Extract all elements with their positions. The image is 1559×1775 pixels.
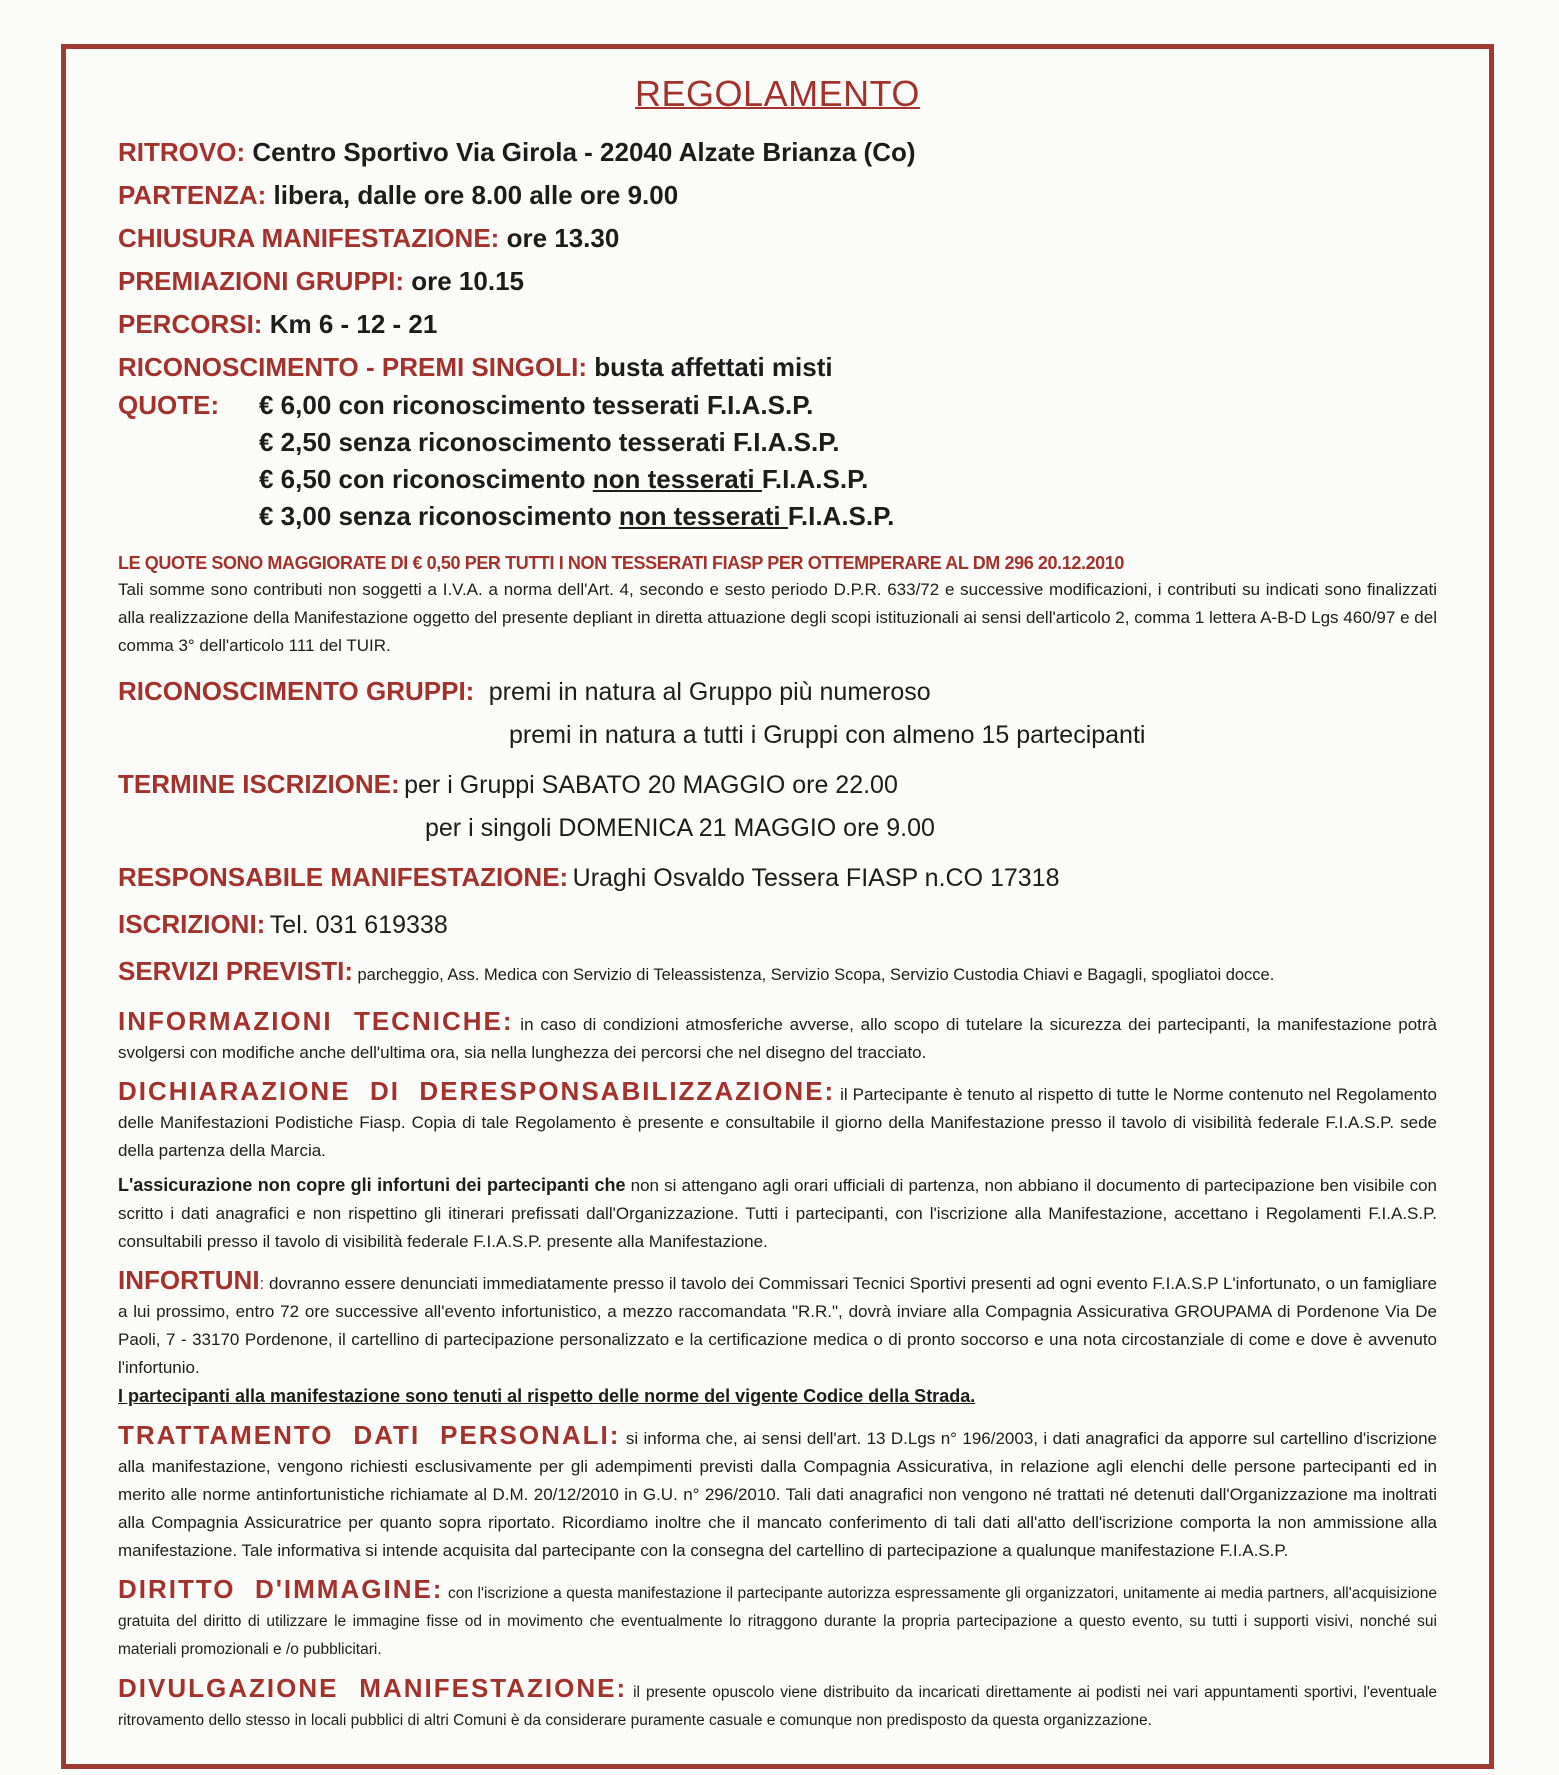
ritrovo-value: Centro Sportivo Via Girola - 22040 Alzate Brianza (Co): [252, 137, 916, 167]
termine-line1: per i Gruppi SABATO 20 MAGGIO ore 22.00: [404, 771, 898, 799]
diritto-paragraph: [118, 1575, 1437, 1664]
percorsi-value: Km 6 - 12 - 21: [269, 309, 438, 339]
iscrizioni-label: ISCRIZIONI:: [118, 909, 266, 939]
dichiarazione-paragraph: [118, 1077, 1437, 1165]
chiusura-row: [118, 217, 1437, 260]
responsabile-label: RESPONSABILE MANIFESTAZIONE:: [118, 862, 569, 892]
riconoscimento-singoli-label: RICONOSCIMENTO - PREMI SINGOLI:: [118, 352, 587, 382]
partenza-value: libera, dalle ore 8.00 alle ore 9.00: [273, 180, 679, 210]
trattamento-label: TRATTAMENTO DATI PERSONALI:: [118, 1420, 621, 1450]
info-tecniche-label: INFORMAZIONI TECNICHE:: [118, 1006, 514, 1036]
dichiarazione-label: DICHIARAZIONE DI DERESPONSABILIZZAZIONE:: [118, 1076, 836, 1106]
servizi-row: [118, 950, 1437, 997]
divulgazione-value: il presente opuscolo viene distribuito da incaricati direttamente ai podisti nei vari appuntamenti sportivi, l'eventuale ritrovamento dello stesso in locali pubblici di altri Comuni è da considerare puramente casuale e comunque non predisposto da questa organizzazione.: [118, 1684, 1438, 1729]
assicurazione-value: non si attengano agli orari ufficiali di partenza, non abbiano il documento di partecipazione ben visibile con scritto i dati anagrafici e non rispettino gli itinerari prefissati dall'Organizzazione. Tutti i partecipanti, con l'iscrizione alla Manifestazione, accettano i Regolamenti F.I.A.S.P. consultabili presso il tavolo di visibilità federale F.I.A.S.P. presente alla Manifestazione.: [118, 1176, 1437, 1251]
quote-underlined: non tesserati: [618, 501, 788, 531]
quote-text: € 2,50 senza riconoscimento tesserati F.I.A.S.P.: [259, 427, 840, 457]
chiusura-value: ore 13.30: [506, 223, 620, 253]
info-tecniche-value: in caso di condizioni atmosferiche avverse, allo scopo di tutelare la sicurezza dei partecipanti, la manifestazione potrà svolgersi con modifiche anche dell'ultima ora, sia nella lunghezza dei percorsi che nel disegno del tracciato.: [118, 1015, 1437, 1062]
quote-suffix: F.I.A.S.P.: [787, 501, 895, 531]
riconoscimento-gruppi-line2: premi in natura a tutti i Gruppi con almeno 15 partecipanti: [509, 721, 1146, 749]
iscrizioni-row: [118, 903, 1437, 950]
percorsi-row: [118, 303, 1437, 346]
quote-block: [118, 387, 1437, 535]
divulgazione-paragraph: [118, 1674, 1437, 1735]
premiazioni-row: [118, 260, 1437, 303]
partenza-row: [118, 174, 1437, 217]
partenza-label: PARTENZA:: [118, 180, 267, 210]
iva-paragraph: Tali somme sono contributi non soggetti a I.V.A. a norma dell'Art. 4, secondo e sesto periodo D.P.R. 633/72 e successive modificazioni, i contributi su indicati sono finalizzati alla realizzazione della Manifestazione oggetto del presente depliant in diretta attuazione degli scopi istituzionali ai sensi dell'articolo 2, comma 1 lettera A-B-D Lgs 460/97 e del comma 3° dell'articolo 111 del TUIR.: [118, 580, 1437, 655]
assicurazione-bold: L'assicurazione non copre gli infortuni dei partecipanti che: [118, 1175, 626, 1195]
quote-text: € 6,00 con riconoscimento tesserati F.I.A.S.P.: [259, 390, 814, 420]
termine-label: TERMINE ISCRIZIONE:: [118, 769, 400, 799]
diritto-value: con l'iscrizione a questa manifestazione il partecipante autorizza espressamente gli organizzatori, unitamente ai media partners, all'acquisizione gratuita del diritto di utilizzare le immagine fisse od in movimento che eventualmente lo ritraggono durante la propria partecipazione a questo evento, su tutti i supporti visivi, nonché sui materiali promozionali e /o pubblicitari.: [118, 1585, 1438, 1658]
trattamento-paragraph: [118, 1421, 1437, 1565]
ritrovo-row: [118, 131, 1437, 174]
termine-section: [118, 763, 1437, 846]
infortuni-colon: :: [259, 1274, 265, 1293]
infortuni-label: INFORTUNI: [118, 1265, 260, 1295]
assicurazione-paragraph: [118, 1171, 1437, 1256]
codice-strada-text: I partecipanti alla manifestazione sono tenuti al rispetto delle norme del vigente Codice della Strada.: [118, 1386, 976, 1406]
premiazioni-label: PREMIAZIONI GRUPPI:: [118, 266, 405, 296]
riconoscimento-gruppi-label: RICONOSCIMENTO GRUPPI:: [118, 676, 475, 706]
quote-row: [118, 498, 1437, 535]
termine-line2: per i singoli DOMENICA 21 MAGGIO ore 9.00: [425, 814, 935, 842]
divulgazione-label: DIVULGAZIONE MANIFESTAZIONE:: [118, 1673, 628, 1703]
premiazioni-value: ore 10.15: [411, 266, 524, 296]
infortuni-value: dovranno essere denunciati immediatamente presso il tavolo dei Commissari Tecnici Sportivi presenti ad ogni evento F.I.A.S.P L'infortunato, o un famigliare a lui prossimo, entro 72 ore successive all'evento infortunistico, a mezzo raccomandata "R.R.", dovrà inviare alla Compagnia Assicurativa GROUPAMA di Pordenone Via De Paoli, 7 - 33170 Pordenone, il cartellino di partecipazione personalizzato e la certificazione medica o di pronto soccorso e una nota circostanziale di come e dove è avvenuto l'infortunio.: [118, 1274, 1437, 1377]
responsabile-row: [118, 856, 1437, 903]
quote-suffix: F.I.A.S.P.: [761, 464, 869, 494]
servizi-label: SERVIZI PREVISTI:: [118, 956, 354, 986]
quote-label: QUOTE:: [118, 390, 220, 420]
quote-text: € 6,50 con riconoscimento: [259, 464, 593, 494]
quote-underlined: non tesserati: [592, 464, 762, 494]
infortuni-paragraph: [118, 1266, 1437, 1382]
riconoscimento-gruppi-section: [118, 670, 1437, 753]
quote-text: € 3,00 senza riconoscimento: [259, 501, 619, 531]
quote-row: [118, 387, 1437, 424]
info-tecniche-paragraph: [118, 1007, 1437, 1067]
surcharge-notice: LE QUOTE SONO MAGGIORATE DI € 0,50 PER TUTTI I NON TESSERATI FIASP PER OTTEMPERARE AL DM 296 20.12.2010: [118, 553, 1125, 573]
codice-strada-line: [118, 1382, 1437, 1411]
dichiarazione-value: il Partecipante è tenuto al rispetto di tutte le Norme contenuto nel Regolamento delle Manifestazioni Podistiche Fiasp. Copia di tale Regolamento è presente e consultabile il giorno della Manifestazione presso il tavolo di visibilità federale F.I.A.S.P. sede della partenza della Marcia.: [118, 1085, 1437, 1160]
iscrizioni-value: Tel. 031 619338: [269, 911, 448, 939]
percorsi-label: PERCORSI:: [118, 309, 263, 339]
page-title: REGOLAMENTO: [635, 73, 920, 114]
riconoscimento-singoli-row: [118, 346, 1437, 389]
servizi-value: parcheggio, Ass. Medica con Servizio di Teleassistenza, Servizio Scopa, Servizio Custodia Chiavi e Bagagli, spogliatoi docce.: [357, 966, 1275, 984]
riconoscimento-gruppi-line1: premi in natura al Gruppo più numeroso: [488, 678, 931, 706]
quote-row: [118, 424, 1437, 461]
chiusura-label: CHIUSURA MANIFESTAZIONE:: [118, 223, 500, 253]
responsabile-value: Uraghi Osvaldo Tessera FIASP n.CO 17318: [572, 864, 1060, 892]
trattamento-value: si informa che, ai sensi dell'art. 13 D.Lgs n° 196/2003, i dati anagrafici da apporre sul cartellino d'iscrizione alla manifestazione, vengono richiesti esclusivamente per gli adempimenti previsti dalla Compagnia Assicurativa, in relazione agli elenchi delle persone partecipanti ed in merito alle norme antinfortunistiche richiamate al D.M. 20/12/2010 in G.U. n° 296/2010. Tali dati anagrafici non vengono né trattati né detenuti dall'Organizzazione ma inoltrati alla Compagnia Assicuratrice per quanto sopra riportato. Ricordiamo inoltre che il mancato conferimento di tali dati all'atto dell'iscrizione comporta la non ammissione alla manifestazione. Tale informativa si intende acquisita dal partecipante con la consegna del cartellino di partecipazione a qualunque manifestazione F.I.A.S.P.: [118, 1429, 1438, 1560]
diritto-label: DIRITTO D'IMMAGINE:: [118, 1574, 444, 1604]
quote-row: [118, 461, 1437, 498]
regolamento-panel: [61, 44, 1494, 1769]
ritrovo-label: RITROVO:: [118, 137, 246, 167]
riconoscimento-singoli-value: busta affettati misti: [594, 352, 833, 382]
